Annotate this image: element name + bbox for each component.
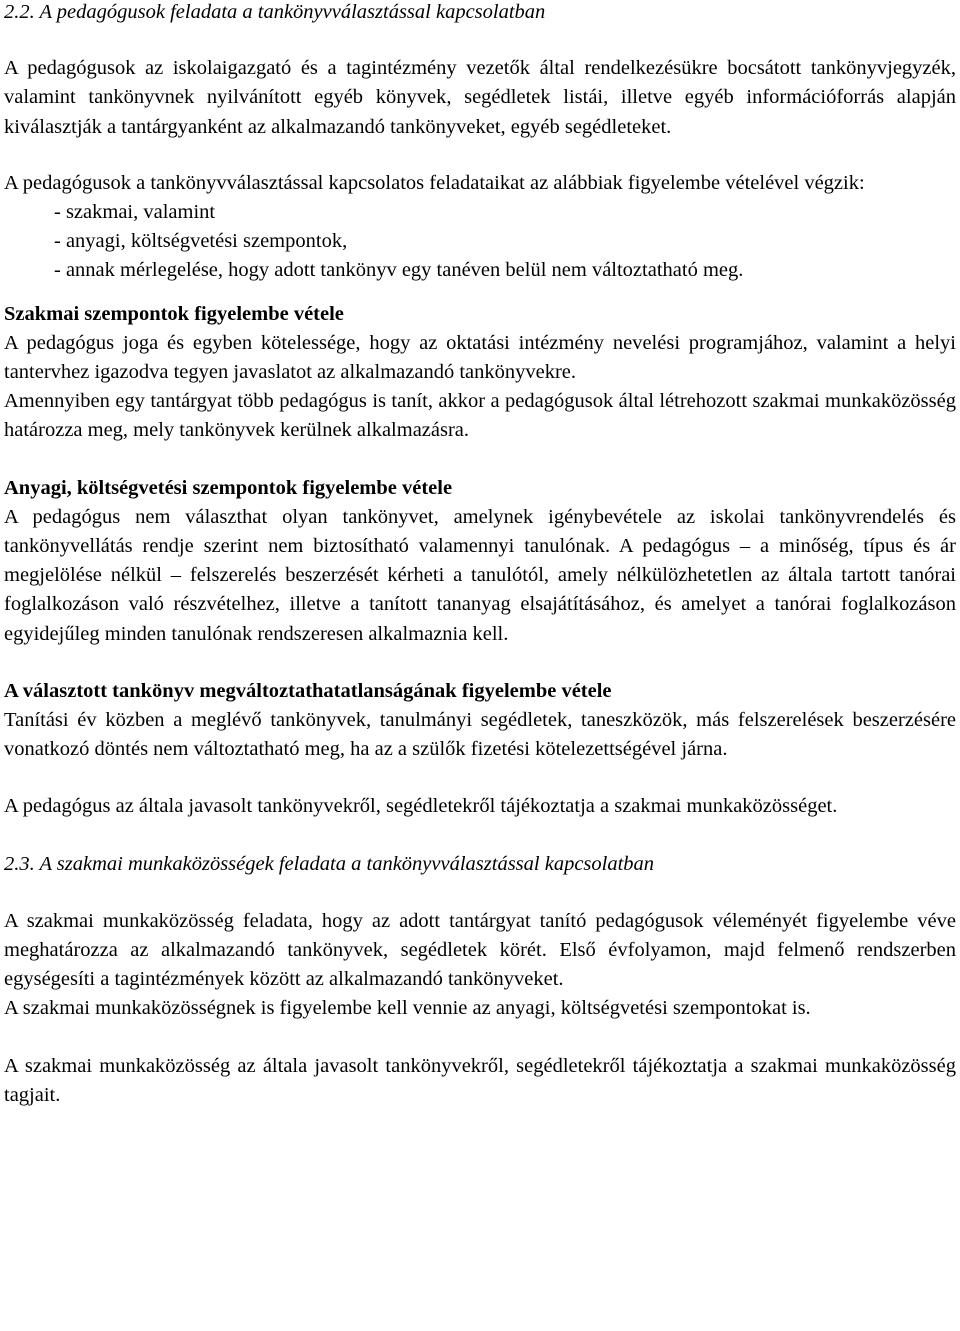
list-item: - annak mérlegelése, hogy adott tankönyv egy tanéven belül nem változtatható meg. — [54, 259, 744, 282]
paragraph-anyagi: A pedagógus nem választhat olyan tankönyvet, amelynek igénybevétele az iskolai tankönyvrendelés és tankönyvellátás rendje szerint nem biztosítható valamennyi tanulónak. A pedagógus – a minőség, típus és ár megjelölése nélkül – felszerelés beszerzését kérheti a tanulótól, amely nélkülözhetetlen az általa tartott tanórai foglalkozáson való részvételhez, illetve a tanított tananyag elsajátításához, és amelyet a tanórai foglalkozáson egyidejűleg minden tanulónak rendszeresen alkalmaznia kell. — [4, 505, 956, 645]
subheading-szakmai: Szakmai szempontok figyelembe vétele — [4, 302, 344, 325]
paragraph-valtoztathatatlansag-2: A pedagógus az általa javasolt tankönyvekről, segédletekről tájékoztatja a szakmai munkaközösséget. — [4, 795, 838, 818]
list-item: - szakmai, valamint — [54, 201, 216, 224]
subheading-valtoztathatatlansag: A választott tankönyv megváltoztathatatlanságának figyelembe vétele — [4, 679, 612, 702]
spacer — [4, 649, 956, 677]
section-2-2-heading: 2.2. A pedagógusok feladata a tankönyvválasztással kapcsolatban — [4, 1, 546, 23]
spacer — [4, 879, 956, 907]
document-page — [4, 0, 956, 1110]
spacer — [4, 446, 956, 474]
spacer — [4, 764, 956, 792]
paragraph-munkakozosseg-1: A szakmai munkaközösség feladata, hogy az adott tantárgyat tanító pedagógusok véleményét figyelembe véve meghatározza az alkalmazandó tankönyvek, segédletek körét. Első évfolyamon, majd felmenő rendszerben egységesíti a tagintézmények között az alkalmazandó tankönyveket. — [4, 909, 956, 991]
criteria-list — [4, 198, 956, 286]
spacer — [4, 142, 956, 169]
spacer — [4, 1024, 956, 1052]
paragraph-munkakozosseg-3: A szakmai munkaközösség az általa javasolt tankönyvekről, segédletekről tájékoztatja a szakmai munkaközösség tagjait. — [4, 1054, 956, 1106]
spacer — [4, 27, 956, 54]
spacer — [4, 822, 956, 850]
section-2-3-heading: 2.3. A szakmai munkaközösségek feladata a tankönyvválasztással kapcsolatban — [4, 852, 655, 875]
paragraph-tasks: A pedagógusok a tankönyvválasztással kapcsolatos feladataikat az alábbiak figyelembe vételével végzik: — [4, 171, 865, 194]
list-item: - anyagi, költségvetési szempontok, — [54, 230, 348, 253]
paragraph-munkakozosseg-2: A szakmai munkaközösségnek is figyelembe kell vennie az anyagi, költségvetési szempontokat is. — [4, 997, 811, 1020]
subheading-anyagi: Anyagi, költségvetési szempontok figyelembe vétele — [4, 476, 453, 499]
paragraph-szakmai-1: A pedagógus joga és egyben kötelessége, hogy az oktatási intézmény nevelési programjához, valamint a helyi tantervhez igazodva tegyen javaslatot az alkalmazandó tankönyvekre. — [4, 331, 956, 384]
paragraph-valtoztathatatlansag-1: Tanítási év közben a meglévő tankönyvek, tanulmányi segédletek, taneszközök, más felszerelések beszerzésére vonatkozó döntés nem változtatható meg, ha az a szülők fizetési kötelezettségével járna. — [4, 709, 956, 761]
paragraph-szakmai-2: Amennyiben egy tantárgyat több pedagógus is tanít, akkor a pedagógusok által létrehozott szakmai munkaközösség határozza meg, mely tankönyvek kerülnek alkalmazásra. — [4, 390, 956, 442]
spacer — [4, 286, 956, 300]
paragraph-intro: A pedagógusok az iskolaigazgató és a tagintézmény vezetők által rendelkezésükre bocsátott tankönyvjegyzék, valamint tankönyvnek nyilvánított egyéb könyvek, segédletek listái, illetve egyéb információforrás alapján kiválasztják a tantárgyanként az alkalmazandó tankönyveket, egyéb segédleteket. — [4, 57, 956, 138]
